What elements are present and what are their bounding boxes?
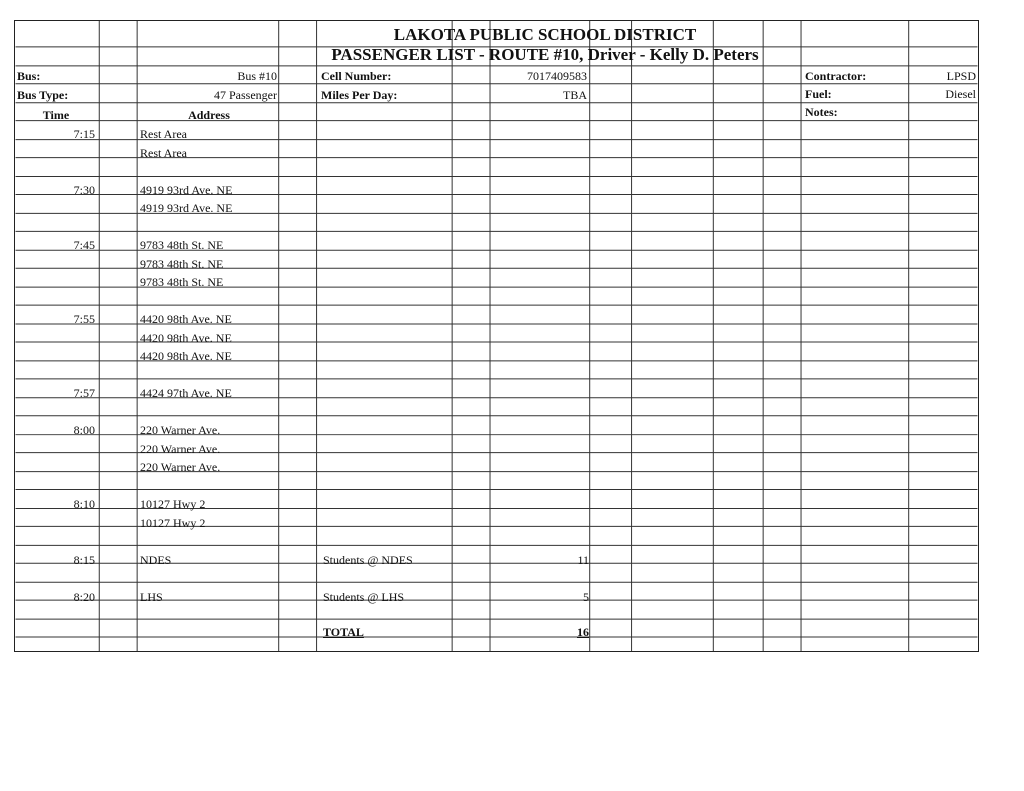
destination-student-count: 5 [583, 589, 589, 604]
cell-number-label: Cell Number: [321, 69, 392, 83]
destination-students-label: Students @ NDES [323, 552, 413, 567]
stop-address: 10127 Hwy 2 [140, 497, 206, 511]
contractor-label: Contractor: [805, 69, 867, 83]
district-title: LAKOTA PUBLIC SCHOOL DISTRICT [393, 25, 697, 44]
stop-time: 7:45 [73, 238, 95, 252]
stop-address: 4919 93rd Ave. NE [140, 182, 233, 197]
address-column-header: Address [188, 108, 230, 122]
stop-address: 9783 48th St. NE [140, 275, 224, 289]
route-subtitle: PASSENGER LIST - ROUTE #10, Driver - Kelly D. Peters [331, 45, 759, 64]
fuel-value: Diesel [945, 87, 976, 101]
bus-label: Bus: [17, 69, 41, 83]
bus-type-value: 47 Passenger [214, 88, 277, 102]
stop-address: 220 Warner Ave. [140, 423, 221, 437]
destination-students-label: Students @ LHS [323, 589, 405, 604]
stop-time: 8:10 [73, 497, 95, 511]
stop-time: 7:30 [73, 182, 95, 197]
fuel-label: Fuel: [805, 87, 832, 101]
destination-place: LHS [140, 589, 163, 604]
stop-time: 7:15 [73, 127, 95, 141]
stop-address: 4420 98th Ave. NE [140, 349, 232, 363]
stop-time: 7:57 [73, 386, 95, 400]
time-column-header: Time [42, 108, 70, 122]
bus-value: Bus #10 [237, 69, 277, 83]
contractor-value: LPSD [946, 69, 976, 83]
stop-address: 4420 98th Ave. NE [140, 330, 232, 345]
stop-address: 4420 98th Ave. NE [140, 312, 232, 326]
stop-address: 220 Warner Ave. [140, 460, 221, 474]
stop-address: 220 Warner Ave. [140, 441, 221, 456]
stop-address: 9783 48th St. NE [140, 256, 224, 271]
miles-value: TBA [563, 88, 587, 102]
notes-label: Notes: [805, 105, 838, 119]
destination-place: NDES [140, 552, 172, 567]
stop-address: 4919 93rd Ave. NE [140, 201, 233, 215]
destination-time: 8:20 [73, 589, 95, 604]
stop-time: 7:55 [73, 312, 95, 326]
destination-time: 8:15 [73, 552, 95, 567]
stop-address: Rest Area [140, 145, 187, 160]
stop-time: 8:00 [73, 423, 95, 437]
total-label: TOTAL [323, 624, 364, 639]
miles-label: Miles Per Day: [321, 88, 398, 102]
bus-type-label: Bus Type: [17, 88, 69, 102]
total-value: 16 [577, 624, 589, 639]
stop-address: 9783 48th St. NE [140, 238, 224, 252]
destination-student-count: 11 [577, 552, 589, 567]
stop-address: Rest Area [140, 127, 187, 141]
passenger-list-sheet [14, 20, 979, 652]
stop-address: 4424 97th Ave. NE [140, 386, 232, 400]
stop-address: 10127 Hwy 2 [140, 515, 206, 530]
cell-number-value: 7017409583 [527, 69, 587, 83]
